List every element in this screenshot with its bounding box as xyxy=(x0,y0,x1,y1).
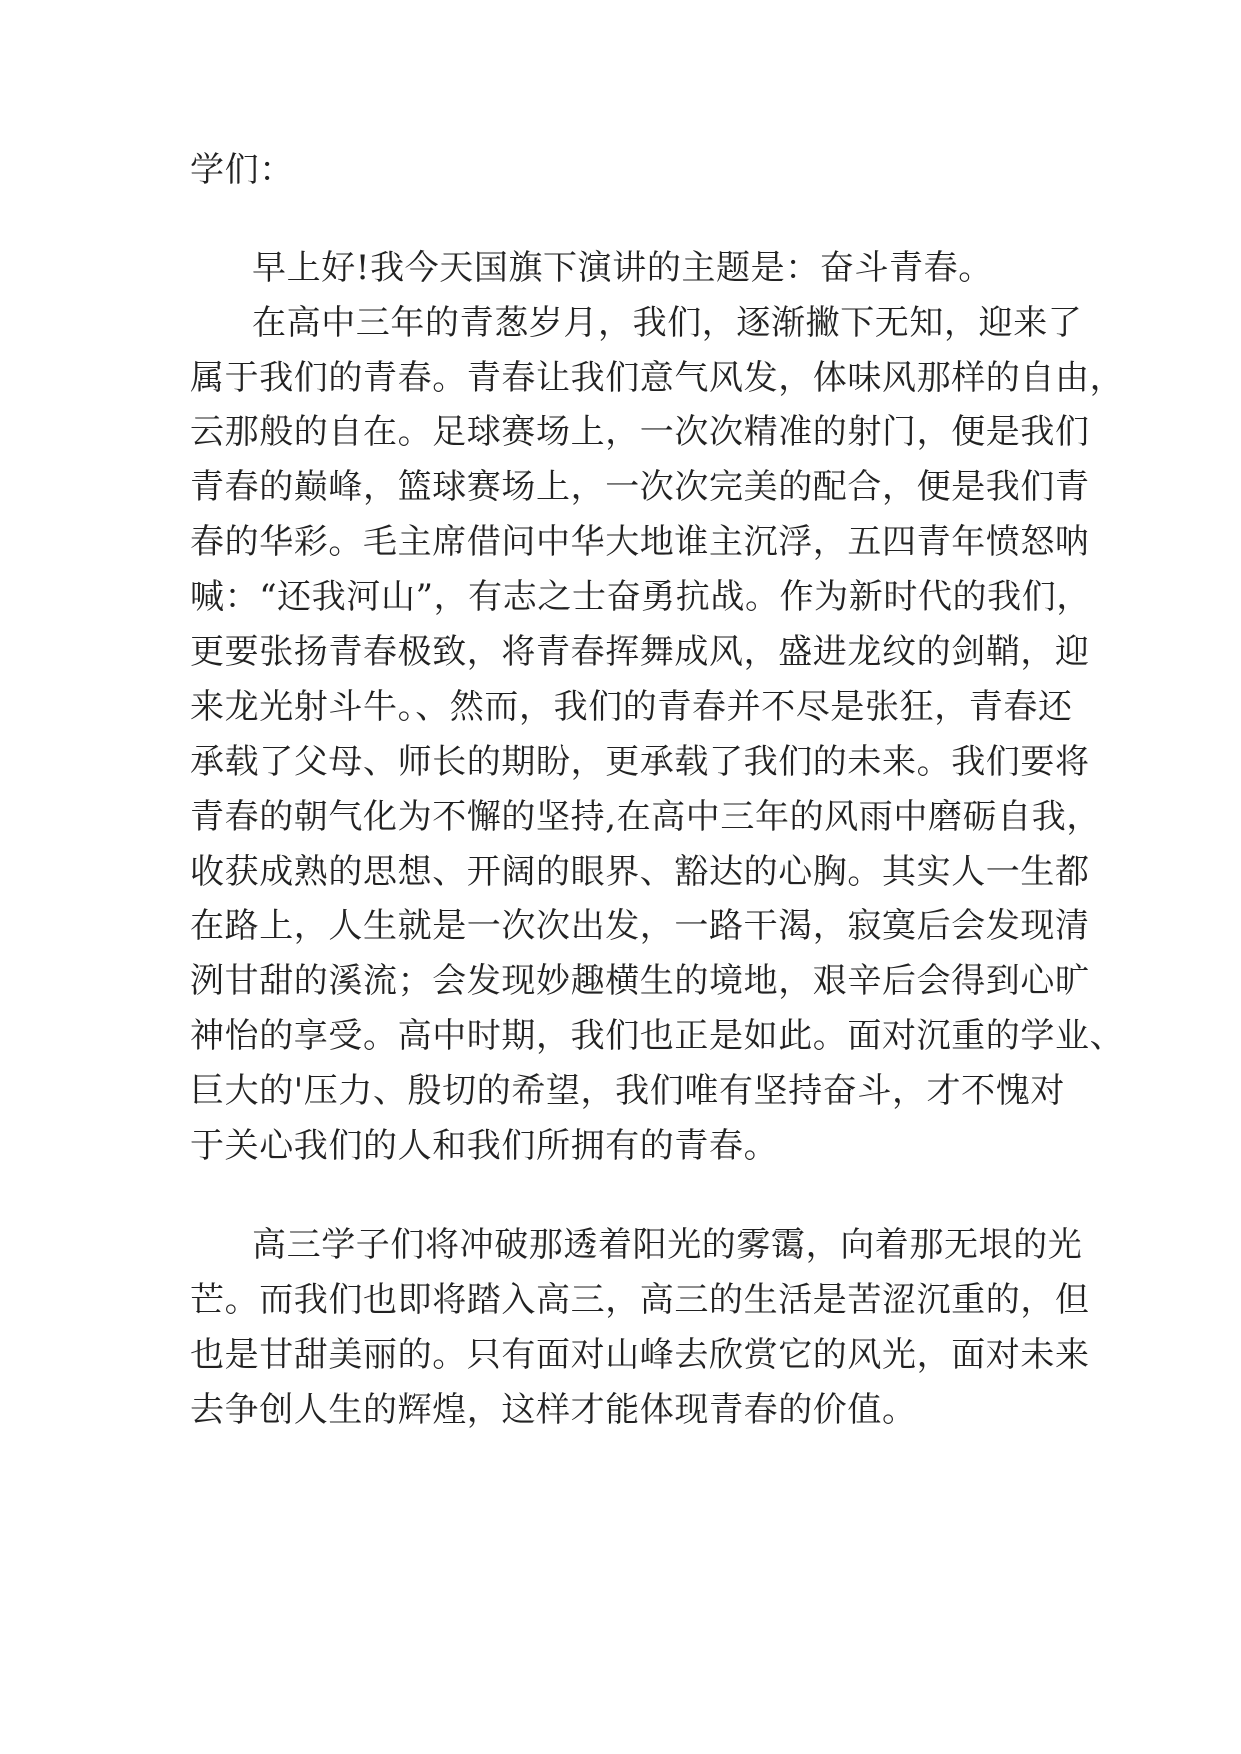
paragraph-1-line-1: 早上好!我今天国旗下演讲的主题是：奋斗青春。 xyxy=(252,248,993,288)
paragraph-3-line-2: 芒。而我们也即将踏入高三，高三的生活是苦涩沉重的，但 xyxy=(190,1280,1090,1320)
paragraph-2-line-14: 神怡的享受。高中时期，我们也正是如此。面对沉重的学业、 xyxy=(190,1016,1125,1056)
paragraph-2-line-2: 属于我们的青春。青春让我们意气风发，体味风那样的自由， xyxy=(190,358,1125,398)
paragraph-2-line-15: 巨大的'压力、殷切的希望，我们唯有坚持奋斗，才不愧对 xyxy=(190,1071,1065,1111)
paragraph-2-line-8: 来龙光射斗牛。、然而，我们的青春并不尽是张狂，青春还 xyxy=(190,687,1073,727)
paragraph-3-line-4: 去争创人生的辉煌，这样才能体现青春的价值。 xyxy=(190,1390,917,1430)
paragraph-2-line-10: 青春的朝气化为不懈的坚持,在高中三年的风雨中磨砺自我， xyxy=(190,797,1102,837)
paragraph-2-line-3: 云那般的自在。足球赛场上，一次次精准的射门，便是我们 xyxy=(190,412,1090,452)
paragraph-2-line-9: 承载了父母、师长的期盼，更承载了我们的未来。我们要将 xyxy=(190,742,1090,782)
paragraph-2-line-13: 洌甘甜的溪流；会发现妙趣横生的境地，艰辛后会得到心旷 xyxy=(190,961,1090,1001)
paragraph-2-line-5: 春的华彩。毛主席借问中华大地谁主沉浮，五四青年愤怒呐 xyxy=(190,522,1090,562)
paragraph-3-line-3: 也是甘甜美丽的。只有面对山峰去欣赏它的风光，面对未来 xyxy=(190,1335,1090,1375)
paragraph-2-line-7: 更要张扬青春极致，将青春挥舞成风，盛进龙纹的剑鞘，迎 xyxy=(190,632,1090,672)
paragraph-2-line-6: 喊：“还我河山”，有志之士奋勇抗战。作为新时代的我们， xyxy=(190,577,1091,617)
paragraph-2-line-1: 在高中三年的青葱岁月，我们，逐渐撇下无知，迎来了 xyxy=(252,303,1083,343)
paragraph-2-line-12: 在路上，人生就是一次次出发，一路干渴，寂寞后会发现清 xyxy=(190,906,1090,946)
paragraph-3-line-1: 高三学子们将冲破那透着阳光的雾霭，向着那无垠的光 xyxy=(252,1225,1083,1265)
salutation: 学们： xyxy=(190,150,294,190)
paragraph-2-line-11: 收获成熟的思想、开阔的眼界、豁达的心胸。其实人一生都 xyxy=(190,852,1090,892)
paragraph-2-line-16: 于关心我们的人和我们所拥有的青春。 xyxy=(190,1126,779,1166)
paragraph-2-line-4: 青春的巅峰，篮球赛场上，一次次完美的配合，便是我们青 xyxy=(190,467,1090,507)
